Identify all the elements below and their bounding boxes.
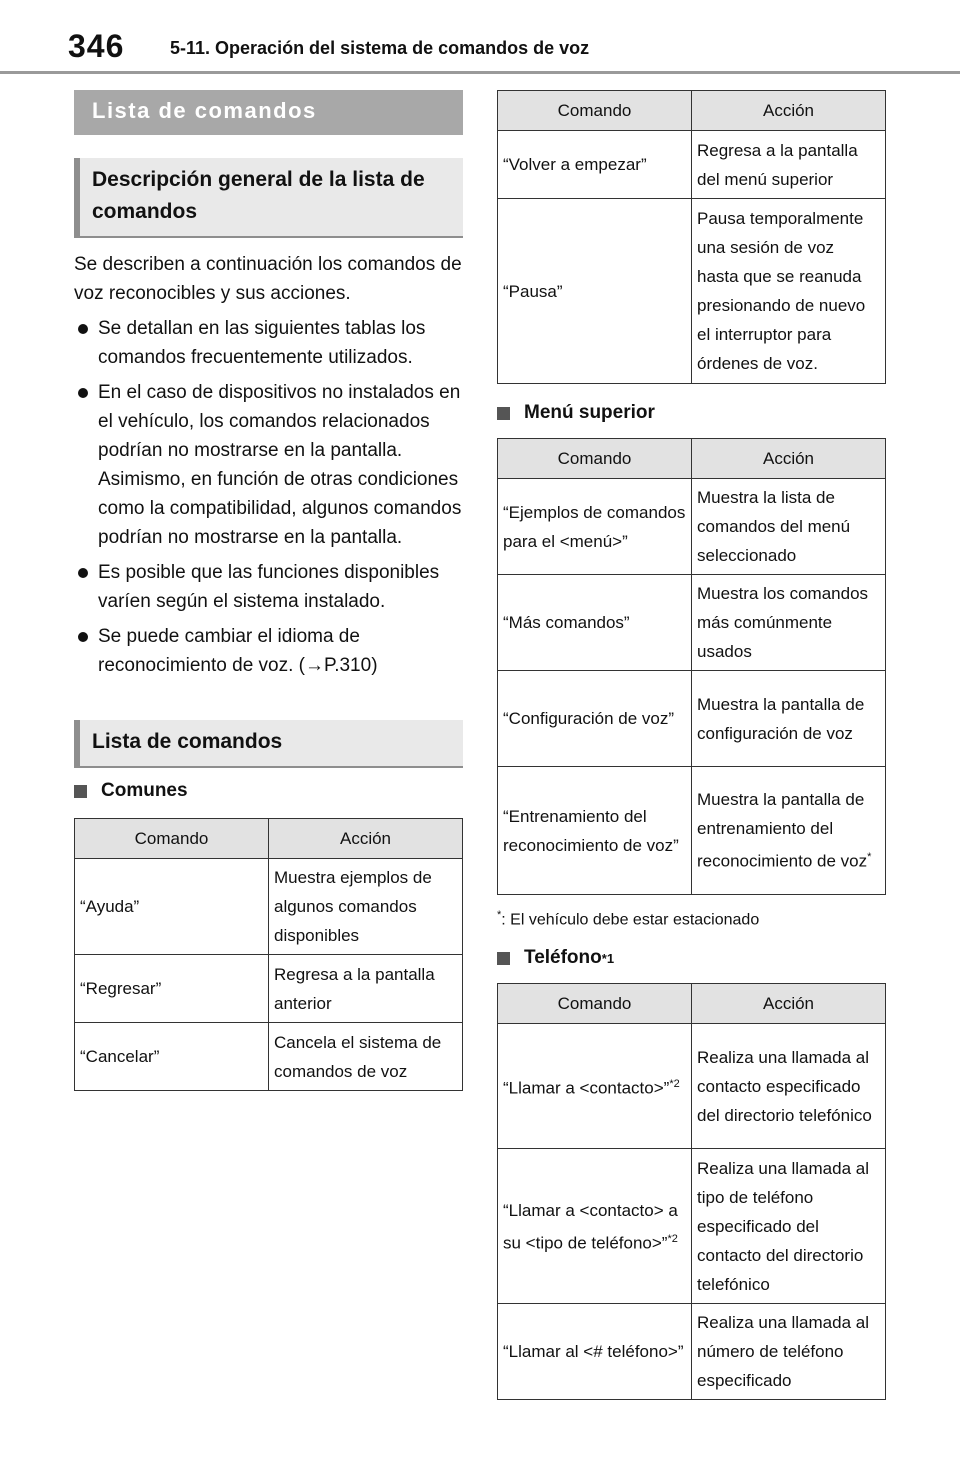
list-item: Se puede cambiar el idioma de reconocimiento de voz. (→P.310) bbox=[74, 622, 463, 680]
table-row bbox=[498, 575, 886, 671]
command-cell: “Ayuda” bbox=[75, 859, 269, 955]
action-cell: Realiza una llamada al tipo de teléfono especificado del contacto del directorio telefónico bbox=[692, 1149, 886, 1304]
command-cell: “Entrenamiento del reconocimiento de voz” bbox=[498, 767, 692, 895]
action-cell: Muestra la pantalla de configuración de voz bbox=[692, 671, 886, 767]
action-cell: Regresa a la pantalla anterior bbox=[269, 955, 463, 1023]
command-list-heading: Lista de comandos bbox=[74, 720, 463, 768]
left-column bbox=[74, 90, 463, 1091]
table-row bbox=[498, 1149, 886, 1304]
comunes-heading bbox=[74, 780, 463, 802]
column-header-command: Comando bbox=[498, 984, 692, 1024]
footnote-marker: * bbox=[867, 851, 872, 864]
table-row bbox=[75, 1023, 463, 1091]
chapter-title: 5-11. Operación del sistema de comandos de voz bbox=[170, 38, 590, 58]
footnote-marker: *2 bbox=[667, 1232, 678, 1245]
square-bullet-icon bbox=[497, 952, 510, 965]
action-cell bbox=[692, 767, 886, 895]
action-cell: Realiza una llamada al número de teléfono especificado bbox=[692, 1304, 886, 1400]
square-bullet-icon bbox=[497, 407, 510, 420]
command-cell bbox=[498, 1024, 692, 1149]
footnote-marker: *2 bbox=[669, 1078, 680, 1090]
command-cell bbox=[498, 1149, 692, 1304]
command-text: “Llamar a <contacto>” bbox=[503, 1078, 670, 1098]
page-number: 346 bbox=[68, 28, 125, 64]
command-cell: “Regresar” bbox=[75, 955, 269, 1023]
action-cell: Muestra la lista de comandos del menú seleccionado bbox=[692, 479, 886, 575]
page-header bbox=[0, 0, 960, 76]
command-cell: “Más comandos” bbox=[498, 575, 692, 671]
comunes-continued-table bbox=[497, 90, 886, 384]
table-header-row bbox=[498, 984, 886, 1024]
header-divider bbox=[0, 71, 960, 74]
command-cell: “Cancelar” bbox=[75, 1023, 269, 1091]
footnote-marker: * bbox=[497, 909, 502, 921]
footnote-text: : El vehículo debe estar estacionado bbox=[501, 911, 760, 929]
table-row bbox=[498, 767, 886, 895]
menu-label: Menú superior bbox=[524, 402, 655, 423]
table-row bbox=[75, 859, 463, 955]
action-cell: Realiza una llamada al contacto especificado del directorio telefónico bbox=[692, 1024, 886, 1149]
table-header-row bbox=[498, 439, 886, 479]
table-header-row bbox=[75, 819, 463, 859]
action-cell: Muestra los comandos más comúnmente usados bbox=[692, 575, 886, 671]
menu-table bbox=[497, 438, 886, 895]
column-header-command: Comando bbox=[498, 439, 692, 479]
footnote bbox=[497, 909, 886, 929]
notes-list bbox=[74, 314, 463, 680]
action-cell: Pausa temporalmente una sesión de voz hasta que se reanuda presionando de nuevo el interruptor para órdenes de voz. bbox=[692, 199, 886, 384]
command-cell: “Volver a empezar” bbox=[498, 131, 692, 199]
comunes-table bbox=[74, 818, 463, 1091]
column-header-command: Comando bbox=[75, 819, 269, 859]
command-cell: “Configuración de voz” bbox=[498, 671, 692, 767]
column-header-command: Comando bbox=[498, 91, 692, 131]
column-header-action: Acción bbox=[692, 91, 886, 131]
action-text: Muestra la pantalla de entrenamiento del reconocimiento de voz bbox=[697, 790, 868, 871]
section-banner: Lista de comandos bbox=[74, 90, 463, 135]
table-row bbox=[498, 671, 886, 767]
phone-table bbox=[497, 983, 886, 1400]
column-header-action: Acción bbox=[692, 439, 886, 479]
action-cell: Cancela el sistema de comandos de voz bbox=[269, 1023, 463, 1091]
phone-label: Teléfono bbox=[524, 947, 602, 969]
column-header-action: Acción bbox=[269, 819, 463, 859]
table-row bbox=[498, 1024, 886, 1149]
command-cell: “Llamar al <# teléfono>” bbox=[498, 1304, 692, 1400]
table-header-row bbox=[498, 91, 886, 131]
table-row bbox=[498, 131, 886, 199]
table-row bbox=[75, 955, 463, 1023]
command-cell: “Ejemplos de comandos para el <menú>” bbox=[498, 479, 692, 575]
square-bullet-icon bbox=[74, 785, 87, 798]
right-column bbox=[497, 90, 886, 1400]
command-cell: “Pausa” bbox=[498, 199, 692, 384]
table-row bbox=[498, 1304, 886, 1400]
menu-heading bbox=[497, 402, 886, 424]
comunes-label: Comunes bbox=[101, 780, 188, 801]
overview-heading: Descripción general de la lista de comandos bbox=[74, 158, 463, 238]
phone-heading bbox=[497, 947, 886, 969]
intro-paragraph: Se describen a continuación los comandos de voz reconocibles y sus acciones. bbox=[74, 254, 462, 304]
table-row bbox=[498, 199, 886, 384]
command-text: “Llamar a <contacto> a su <tipo de teléfono>” bbox=[503, 1200, 678, 1253]
list-item: En el caso de dispositivos no instalados en el vehículo, los comandos relacionados podrían no mostrarse en la pantalla. Asimismo, en función de otras condiciones como la compatibilidad, algunos comandos podrían no mostrarse en la pantalla. bbox=[74, 378, 463, 552]
list-item: Es posible que las funciones disponibles varíen según el sistema instalado. bbox=[74, 558, 463, 616]
action-cell: Muestra ejemplos de algunos comandos disponibles bbox=[269, 859, 463, 955]
action-cell: Regresa a la pantalla del menú superior bbox=[692, 131, 886, 199]
table-row bbox=[498, 479, 886, 575]
phone-footnote-marker: *1 bbox=[601, 950, 615, 966]
list-item: Se detallan en las siguientes tablas los comandos frecuentemente utilizados. bbox=[74, 314, 463, 372]
column-header-action: Acción bbox=[692, 984, 886, 1024]
